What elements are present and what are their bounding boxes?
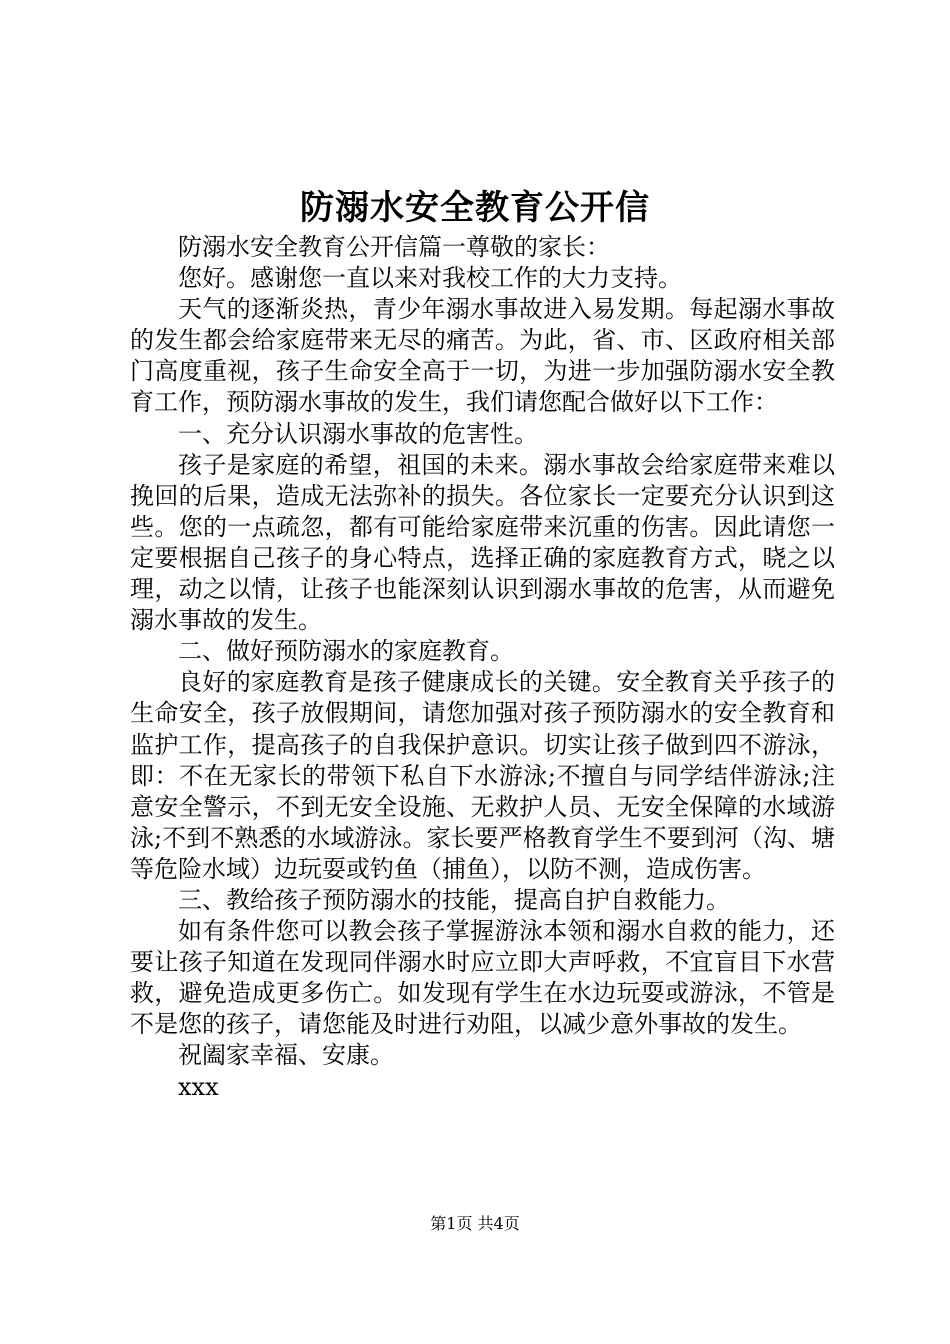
section-body-3: 如有条件您可以教会孩子掌握游泳本领和溺水自救的能力，还要让孩子知道在发现同伴溺水时应立即大声呼救，不宜盲目下水营救，避免造成更多伤亡。如发现有学生在水边玩耍或游泳，不管是不是您的孩子，请您能及时进行劝阻，以减少意外事故的发生。 xyxy=(130,917,835,1039)
section-heading-1: 一、充分认识溺水事故的危害性。 xyxy=(178,419,538,448)
section-heading-2: 二、做好预防溺水的家庭教育。 xyxy=(178,637,514,666)
section-body-1: 孩子是家庭的希望，祖国的未来。溺水事故会给家庭带来难以挽回的后果，造成无法弥补的损失。各位家长一定要充分认识到这些。您的一点疏忽，都有可能给家庭带来沉重的伤害。因此请您一定要根据自己孩子的身心特点，选择正确的家庭教育方式，晓之以理，动之以情，让孩子也能深刻认识到溺水事故的危害，从而避免溺水事故的发生。 xyxy=(130,450,835,635)
intro-paragraph: 天气的逐渐炎热，青少年溺水事故进入易发期。每起溺水事故的发生都会给家庭带来无尽的痛苦。为此，省、市、区政府相关部门高度重视，孩子生命安全高于一切，为进一步加强防溺水安全教育工作，预防溺水事故的发生，我们请您配合做好以下工作： xyxy=(130,295,835,417)
document-body xyxy=(130,232,835,1103)
thanks-paragraph: 您好。感谢您一直以来对我校工作的大力支持。 xyxy=(178,264,682,293)
page-footer: 第1页 共4页 xyxy=(430,1214,520,1233)
document-title: 防溺水安全教育公开信 xyxy=(300,188,650,228)
closing-wish: 祝阖家幸福、安康。 xyxy=(178,1041,394,1070)
section-heading-3: 三、教给孩子预防溺水的技能，提高自护自救能力。 xyxy=(178,885,730,914)
section-body-2: 良好的家庭教育是孩子健康成长的关键。安全教育关乎孩子的生命安全，孩子放假期间，请您加强对孩子预防溺水的安全教育和监护工作，提高孩子的自我保护意识。切实让孩子做到四不游泳，即：不在无家长的带领下私自下水游泳;不擅自与同学结伴游泳;注意安全警示，不到无安全设施、无救护人员、无安全保障的水域游泳;不到不熟悉的水域游泳。家长要严格教育学生不要到河（沟、塘等危险水域）边玩耍或钓鱼（捕鱼），以防不测，造成伤害。 xyxy=(130,668,835,883)
signature: xxx xyxy=(178,1072,219,1101)
greeting-paragraph: 防溺水安全教育公开信篇一尊敬的家长： xyxy=(178,233,610,261)
